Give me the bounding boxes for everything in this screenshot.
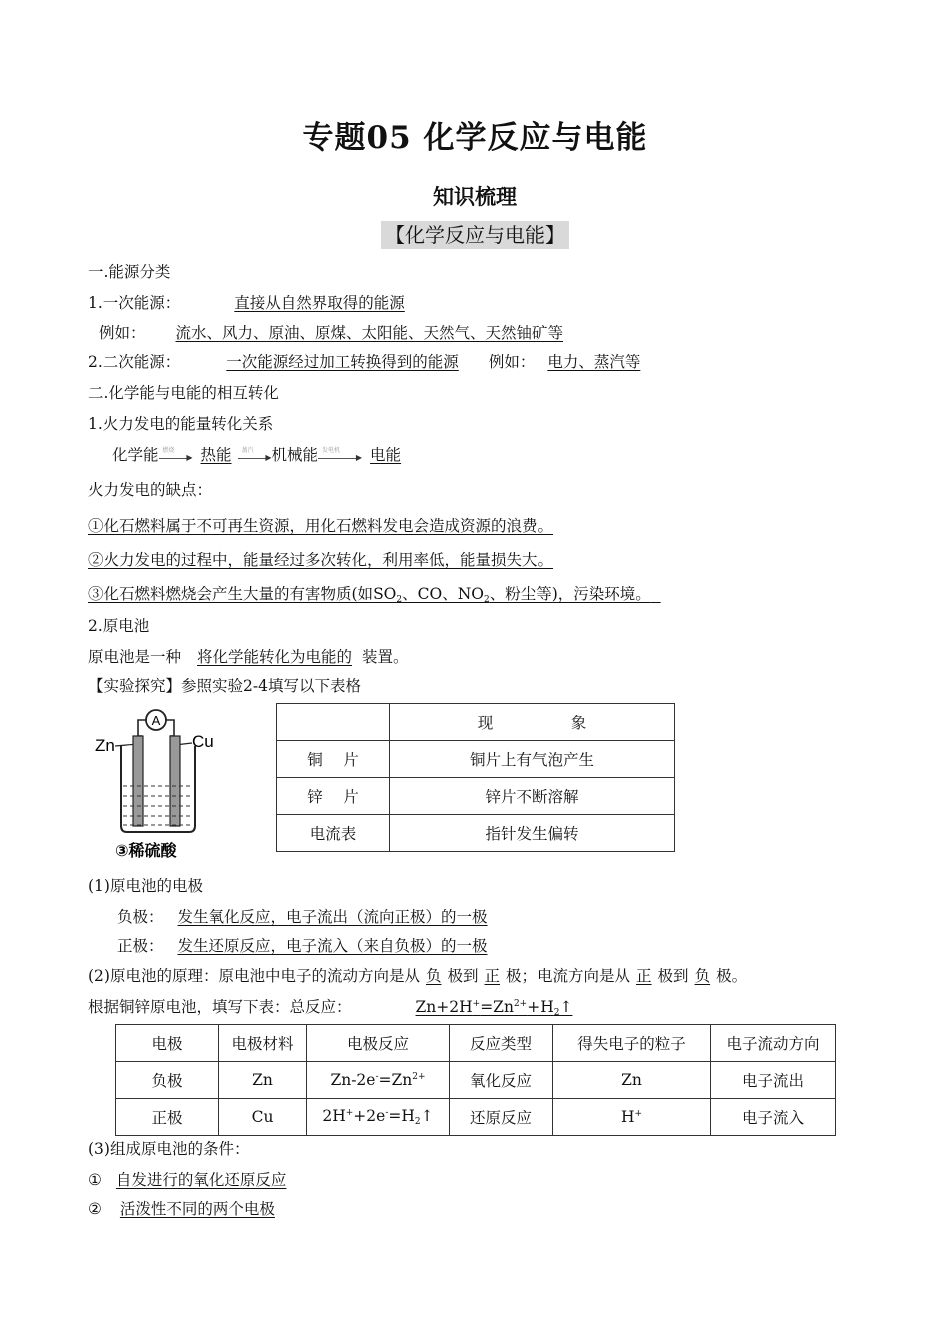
section-subtitle: 知识梳理: [433, 184, 517, 209]
r-a: Zn-2e: [330, 1071, 376, 1089]
table-header-cell: 电极: [116, 1025, 219, 1062]
r-d: ↑: [420, 1107, 434, 1125]
principle-blank-2: 正: [484, 967, 501, 985]
drawback-3-c: 、粉尘等)，污染环境。: [489, 585, 651, 603]
r-sup2: 2+: [412, 1072, 426, 1082]
primary-energy-definition: 直接从自然界取得的能源: [234, 294, 405, 312]
condition-2: [88, 1197, 275, 1219]
primary-energy-line: [88, 291, 409, 313]
particle-sup: +: [634, 1109, 643, 1119]
electrodes-heading: (1)原电池的电极: [88, 877, 203, 895]
particle-a: H: [620, 1108, 635, 1126]
r-sup1: +: [345, 1108, 354, 1118]
experiment-instruction: 【实验探究】参照实验2-4填写以下表格: [88, 677, 361, 695]
condition-1-num: ①: [88, 1171, 102, 1189]
chain-electric-energy: 电能: [370, 446, 402, 464]
condition-1-text: 自发进行的氧化还原反应: [115, 1171, 287, 1189]
table-header-cell: 得失电子的粒子: [553, 1025, 711, 1062]
secondary-energy-line: [88, 350, 642, 372]
overall-equation: [352, 998, 573, 1016]
principle-a: (2)原电池的原理：原电池中电子的流动方向是从: [88, 967, 420, 985]
table-cell: [277, 704, 390, 741]
r-sup1: -: [375, 1072, 379, 1082]
table-cell: 锌片不断溶解: [390, 778, 675, 815]
table-cell: 负极: [116, 1062, 219, 1099]
cu-label: Cu: [192, 732, 214, 751]
table-header-cell: 反应类型: [450, 1025, 553, 1062]
condition-1: [88, 1168, 286, 1190]
arrow-label-burn: 燃烧: [162, 447, 175, 454]
r-sub: 2: [414, 1117, 421, 1127]
chain-heat-energy: 热能: [200, 446, 232, 464]
secondary-energy-label: 2.二次能源：: [88, 353, 181, 371]
table-row: [277, 704, 675, 741]
drawback-3: [88, 582, 661, 605]
positive-electrode-definition: 发生还原反应，电子流入（来自负极）的一极: [177, 937, 488, 955]
eq-a: Zn+2H: [415, 998, 473, 1016]
eq-sub: 2: [553, 1008, 560, 1018]
thermal-power-heading: 1.火力发电的能量转化关系: [88, 415, 274, 433]
r-b: =Zn: [378, 1071, 413, 1089]
principle-e: 极到: [657, 967, 689, 985]
energy-chain: [112, 443, 404, 465]
ammeter-label: A: [151, 713, 161, 728]
table-cell: [307, 1099, 450, 1136]
principle-f: 极。: [716, 967, 748, 985]
table-cell: [307, 1062, 450, 1099]
drawback-1: ①化石燃料属于不可再生资源，用化石燃料发电会造成资源的浪费。: [88, 517, 554, 535]
arrow-label-generator: 发电机: [322, 447, 341, 454]
primary-examples-line: [99, 321, 567, 343]
galvanic-cell-svg: [93, 706, 218, 861]
table-header-cell: 现 象: [390, 704, 675, 741]
table-row: [277, 778, 675, 815]
right-arrow-icon: 蒸汽 ▶: [238, 449, 272, 463]
conditions-heading: (3)组成原电池的条件：: [88, 1140, 250, 1158]
secondary-energy-definition: 一次能源经过加工转换得到的能源: [226, 353, 459, 371]
definition-b: 装置。: [362, 648, 409, 666]
drawback-2: ②火力发电的过程中，能量经过多次转化，利用率低，能量损失大。: [88, 551, 554, 569]
principle-blank-1: 负: [425, 967, 442, 985]
eq-sup2: 2+: [513, 999, 528, 1009]
diagram-caption: ③稀硫酸: [115, 841, 177, 860]
topic-banner: 【化学反应与电能】: [381, 221, 569, 249]
table-row: [116, 1099, 836, 1136]
right-arrow-icon: 燃烧 ▶: [159, 449, 193, 463]
drawback-3-sub-a: 2: [396, 595, 403, 605]
primary-examples: 流水、风力、原油、原煤、太阳能、天然气、天然铀矿等: [175, 324, 564, 342]
secondary-examples-label: 例如：: [488, 353, 536, 371]
eq-sup1: +: [472, 999, 481, 1009]
galvanic-cell-diagram: [93, 706, 218, 861]
overall-reaction-line: [88, 995, 572, 1018]
chain-chemical-energy: 化学能: [112, 446, 159, 464]
arrow-label-steam: 蒸汽: [241, 447, 254, 454]
table-row: [116, 1025, 836, 1062]
drawbacks-label: 火力发电的缺点：: [88, 481, 213, 499]
table-cell: Zn: [219, 1062, 307, 1099]
phenomena-table: [276, 703, 675, 852]
table-cell: 指针发生偏转: [390, 815, 675, 852]
table-cell: 还原反应: [450, 1099, 553, 1136]
r-sup2: -: [385, 1108, 389, 1118]
eq-b: =Zn: [480, 998, 514, 1016]
topic-banner-wrap: [0, 221, 950, 249]
principle-d: 极；电流方向是从: [506, 967, 631, 985]
zn-label: Zn: [95, 736, 115, 755]
condition-2-text: 活泼性不同的两个电极: [119, 1200, 275, 1218]
table-row: [277, 815, 675, 852]
table-cell: 电流表: [277, 815, 390, 852]
table-cell: 电子流出: [711, 1062, 836, 1099]
negative-electrode-label: 负极：: [117, 908, 164, 926]
table-header-cell: 电极材料: [219, 1025, 307, 1062]
right-arrow-icon: 发电机 ▶: [318, 449, 362, 463]
drawback-3-sub-b: 2: [483, 595, 490, 605]
table-cell: 铜 片: [277, 741, 390, 778]
principle-c: 极到: [447, 967, 479, 985]
negative-electrode-definition: 发生氧化反应，电子流出（流向正极）的一极: [177, 908, 488, 926]
galvanic-cell-heading: 2.原电池: [88, 617, 150, 635]
electrode-table: [115, 1024, 836, 1136]
heading-energy-classification: 一.能源分类: [88, 263, 171, 281]
eq-d: ↑: [559, 998, 573, 1016]
primary-examples-label: 例如：: [99, 324, 146, 342]
principle-blank-3: 正: [636, 967, 652, 985]
table-cell: 锌 片: [277, 778, 390, 815]
secondary-examples: 电力、蒸汽等: [547, 353, 641, 371]
chain-mechanical-energy: 机械能: [271, 446, 319, 464]
table-cell: 正极: [116, 1099, 219, 1136]
table-row: [277, 741, 675, 778]
principle-blank-4: 负: [694, 967, 711, 985]
table-header-cell: 电极反应: [307, 1025, 450, 1062]
positive-electrode-line: [117, 934, 488, 956]
eq-c: +H: [527, 998, 554, 1016]
table-cell: 电子流入: [711, 1099, 836, 1136]
negative-electrode-line: [117, 905, 488, 927]
table-cell: 氧化反应: [450, 1062, 553, 1099]
table-cell: Cu: [219, 1099, 307, 1136]
heading-energy-conversion: 二.化学能与电能的相互转化: [88, 384, 279, 402]
table-cell: [553, 1099, 711, 1136]
primary-energy-label: 1.一次能源：: [88, 294, 181, 312]
galvanic-cell-definition: [88, 645, 409, 667]
r-a: 2H: [322, 1107, 346, 1125]
drawback-3-b: 、CO、NO: [402, 585, 484, 603]
definition-blank: 将化学能转化为电能的: [197, 648, 353, 666]
overall-label: 根据铜锌原电池，填写下表：总反应：: [88, 998, 352, 1016]
table-cell: 铜片上有气泡产生: [390, 741, 675, 778]
drawback-3-a: ③化石燃料燃烧会产生大量的有害物质(如: [88, 585, 374, 603]
condition-2-num: ②: [88, 1200, 102, 1218]
copper-plate: [170, 736, 180, 826]
principle-line: [88, 964, 747, 986]
table-cell: Zn: [553, 1062, 711, 1099]
beaker: [121, 746, 195, 832]
zinc-plate: [133, 736, 143, 826]
table-row: [116, 1062, 836, 1099]
page-title: 专题05 化学反应与电能: [302, 120, 648, 156]
positive-electrode-label: 正极：: [117, 937, 164, 955]
drawback-3-so: SO: [373, 585, 397, 603]
table-header-cell: 电子流动方向: [711, 1025, 836, 1062]
definition-a: 原电池是一种: [88, 648, 182, 666]
r-c: =H: [388, 1107, 415, 1125]
r-b: +2e: [353, 1107, 386, 1125]
